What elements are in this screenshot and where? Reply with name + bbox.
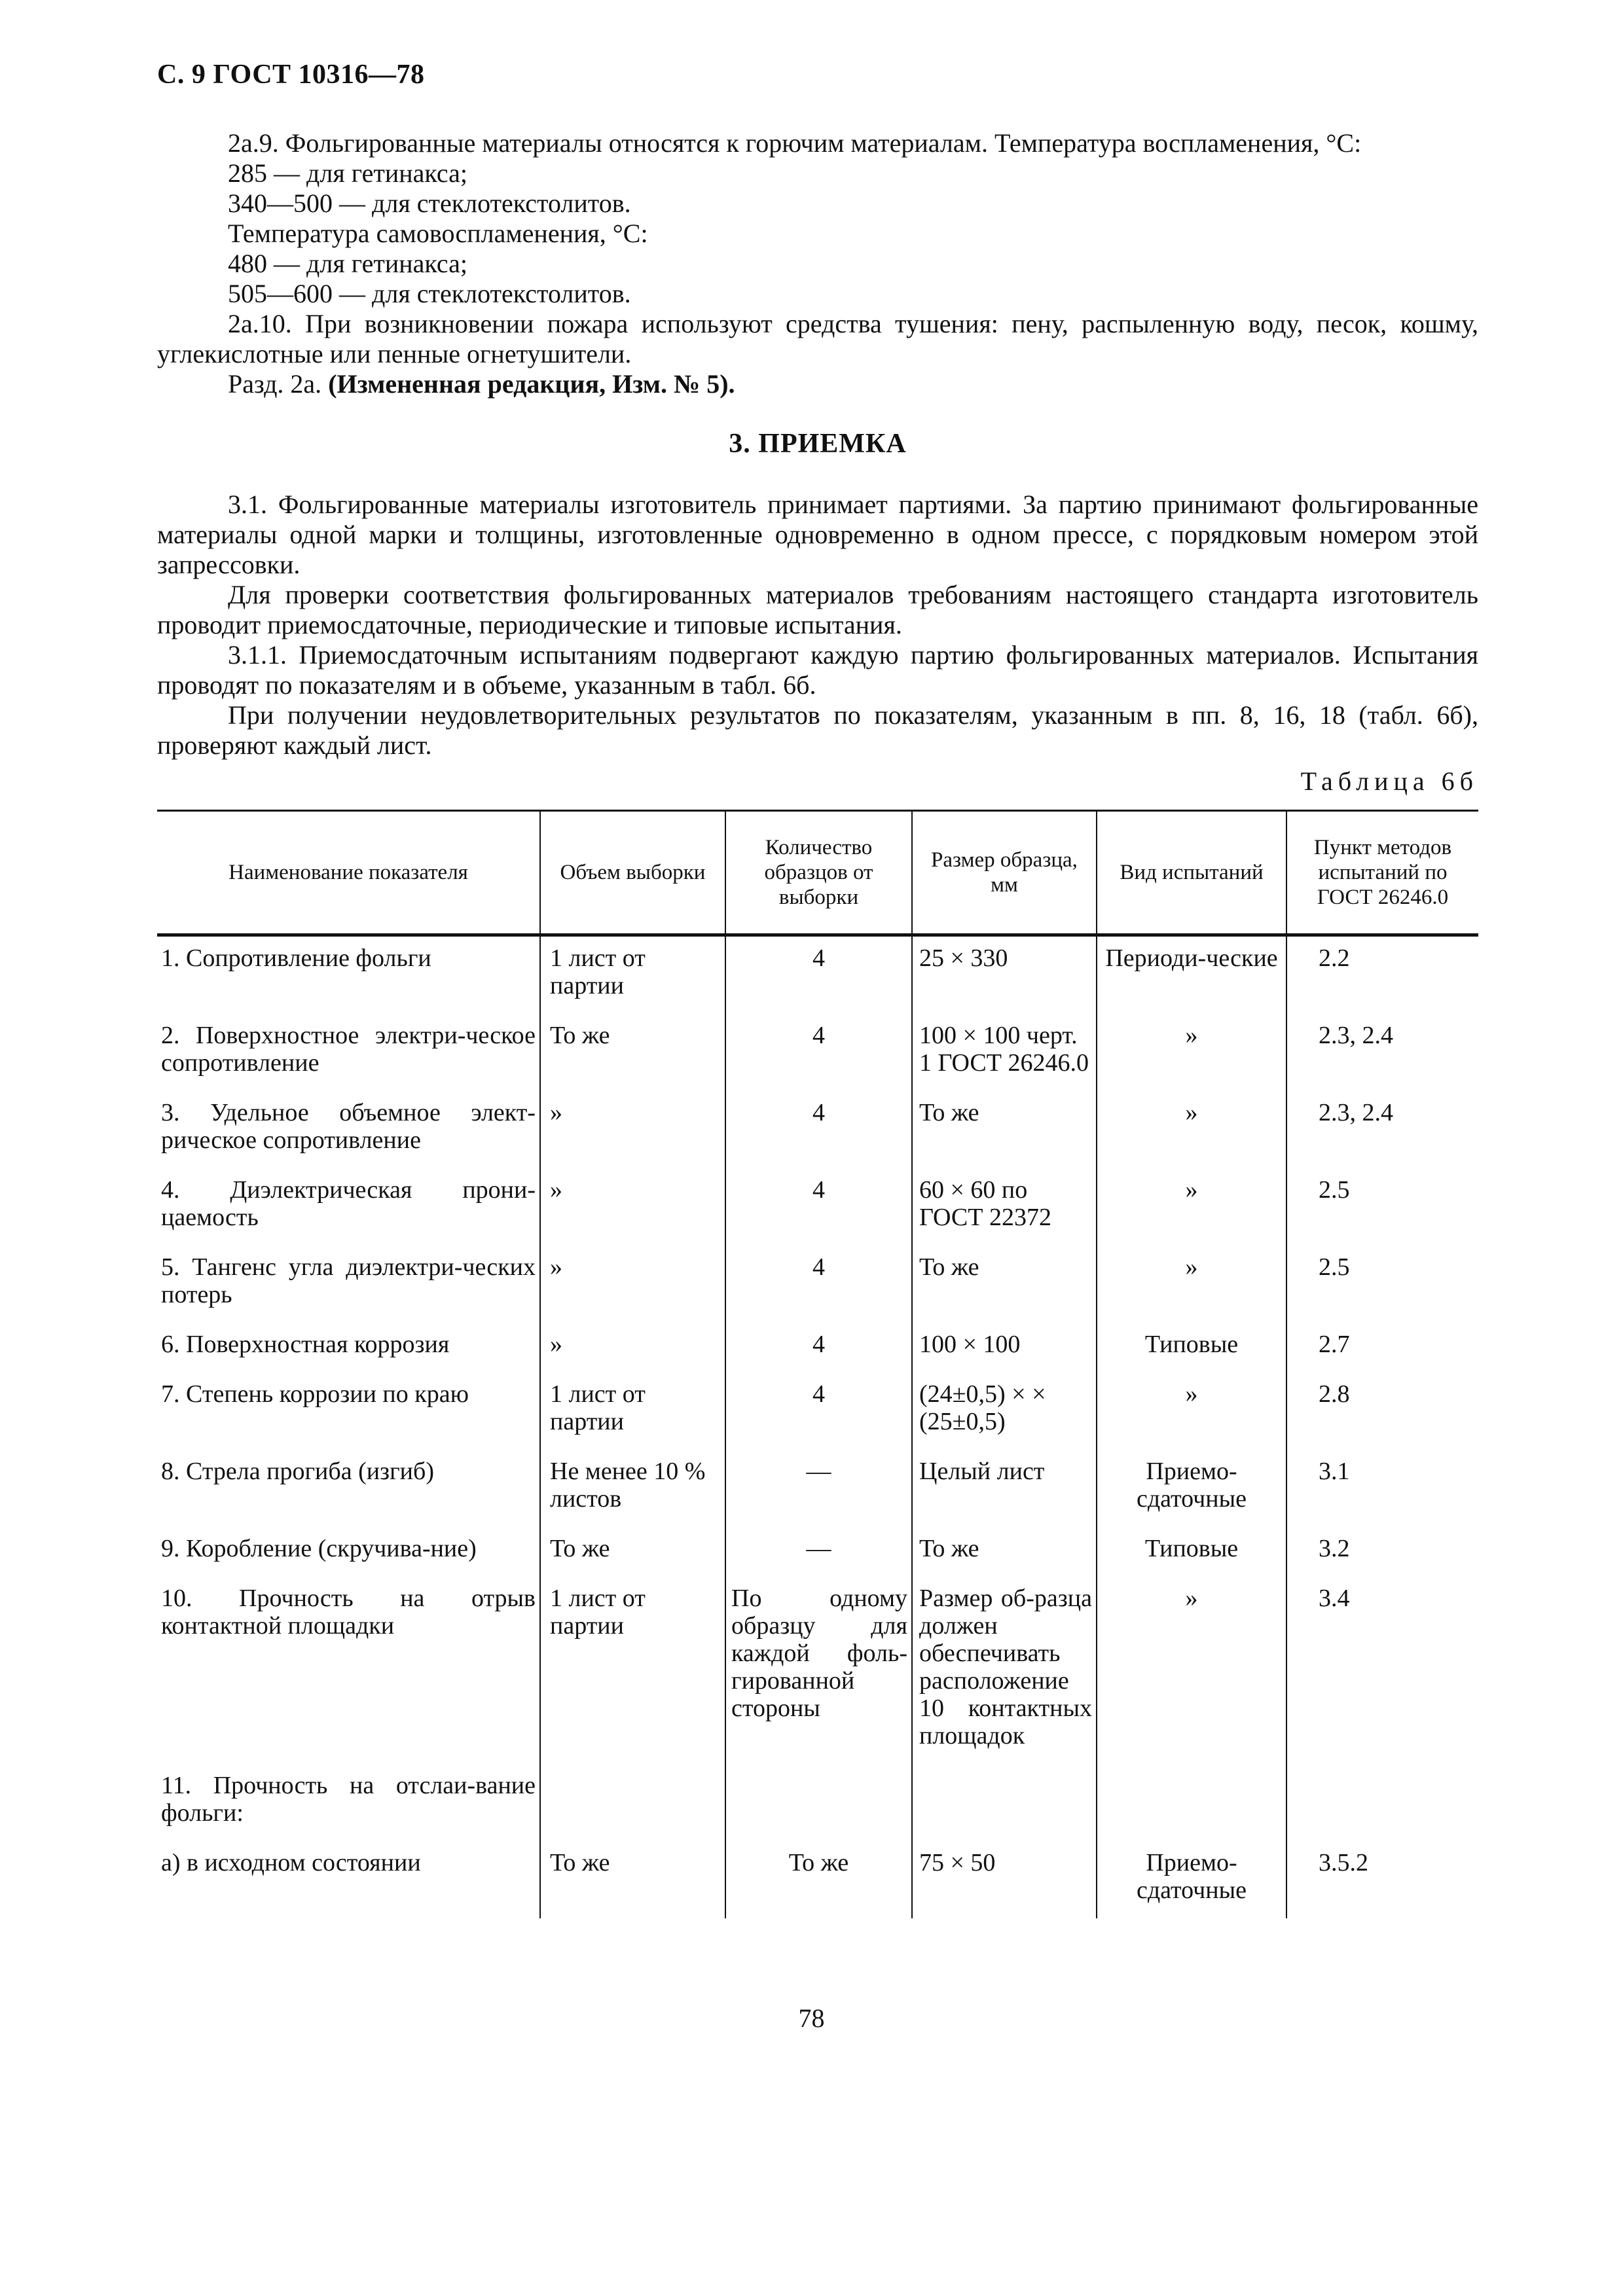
cell-method-point: 2.8 (1286, 1372, 1478, 1450)
running-header: С. 9 ГОСТ 10316—78 (157, 60, 425, 90)
table-row (157, 1764, 1478, 1841)
paragraph-3-1-1-b: При получении неудовлетворительных результатов по показателям, указанным в пп. 8, 16, 18 (табл. 6б), проверяют каждый лист. (157, 700, 1478, 760)
cell-method-point: 2.3, 2.4 (1286, 1014, 1478, 1091)
header-cell: Размер образца, мм (912, 811, 1097, 935)
cell-test-type (1097, 1764, 1286, 1841)
cell-test-type: » (1097, 1014, 1286, 1091)
table-row (157, 1450, 1478, 1527)
table-header-row (157, 811, 1478, 935)
cell-name: 10. Прочность на отрыв контактной площадки (157, 1577, 540, 1764)
header-cell: Количество образцов от выборки (725, 811, 912, 935)
cell-volume (540, 1764, 725, 1841)
cell-size: 75 × 50 (912, 1841, 1097, 1918)
cell-method-point: 2.5 (1286, 1168, 1478, 1246)
cell-name: 9. Коробление (скручива-ние) (157, 1527, 540, 1577)
cell-quantity: То же (725, 1841, 912, 1918)
paragraph-3-1-b: Для проверки соответствия фольгированных материалов требованиям настоящего стандарта изготовитель проводит приемосдаточные, периодические и типовые испытания. (157, 580, 1478, 639)
cell-quantity: 4 (725, 1168, 912, 1246)
list-line: 505—600 — для стеклотекстолитов. (228, 279, 631, 308)
cell-quantity: 4 (725, 1246, 912, 1323)
cell-method-point (1286, 1764, 1478, 1841)
table-caption: Таблица 6б (1300, 766, 1478, 796)
cell-volume: 1 лист от партии (540, 935, 725, 1014)
cell-name: 8. Стрела прогиба (изгиб) (157, 1450, 540, 1527)
cell-name: 5. Тангенс угла диэлектри-ческих потерь (157, 1246, 540, 1323)
cell-method-point: 2.5 (1286, 1246, 1478, 1323)
cell-test-type: » (1097, 1168, 1286, 1246)
paragraph-3-1-1: 3.1.1. Приемосдаточным испытаниям подвергают каждую партию фольгированных материалов. Испытания проводят по показателям и в объеме, указанным в табл. 6б. (157, 640, 1478, 700)
cell-volume: 1 лист от партии (540, 1577, 725, 1764)
cell-volume: Не менее 10 % листов (540, 1450, 725, 1527)
table-row (157, 1841, 1478, 1918)
cell-size: (24±0,5) × × (25±0,5) (912, 1372, 1097, 1450)
header-cell: Вид испытаний (1097, 811, 1286, 935)
cell-quantity: 4 (725, 1014, 912, 1091)
cell-name: 2. Поверхностное электри-ческое сопротивление (157, 1014, 540, 1091)
amendment-prefix: Разд. 2а. (228, 369, 329, 399)
cell-test-type: » (1097, 1246, 1286, 1323)
paragraph-2a10: 2а.10. При возникновении пожара используют средства тушения: пену, распыленную воду, песок, кошму, углекислотные или пенные огнетушители. (157, 309, 1478, 368)
cell-quantity: 4 (725, 1091, 912, 1168)
cell-method-point: 2.7 (1286, 1323, 1478, 1372)
list-line: 285 — для гетинакса; (228, 158, 467, 188)
cell-quantity: 4 (725, 1323, 912, 1372)
cell-size: То же (912, 1527, 1097, 1577)
table-row (157, 1372, 1478, 1450)
amendment-bold: (Измененная редакция, Изм. № 5). (328, 369, 735, 399)
cell-volume: » (540, 1168, 725, 1246)
amendment-note (157, 369, 1478, 399)
cell-name: 3. Удельное объемное элект-рическое сопротивление (157, 1091, 540, 1168)
cell-volume: » (540, 1323, 725, 1372)
cell-name: 7. Степень коррозии по краю (157, 1372, 540, 1450)
cell-test-type: Приемо-сдаточные (1097, 1841, 1286, 1918)
cell-name: 6. Поверхностная коррозия (157, 1323, 540, 1372)
list-line: 340—500 — для стеклотекстолитов. (228, 188, 631, 218)
cell-quantity: По одному образцу для каждой фоль-гированной стороны (725, 1577, 912, 1764)
cell-method-point: 3.1 (1286, 1450, 1478, 1527)
cell-size: То же (912, 1091, 1097, 1168)
cell-size: Размер об-разца должен обеспечивать расположение 10 контактных площадок (912, 1577, 1097, 1764)
cell-volume: » (540, 1091, 725, 1168)
table-6b (157, 810, 1478, 1918)
cell-method-point: 2.3, 2.4 (1286, 1091, 1478, 1168)
cell-test-type: Периоди-ческие (1097, 935, 1286, 1014)
cell-test-type: » (1097, 1091, 1286, 1168)
paragraph-3-1: 3.1. Фольгированные материалы изготовитель принимает партиями. За партию принимают фольгированные материалы одной марки и толщины, изготовленные одновременно в одном прессе, с порядковым номером этой запрессовки. (157, 490, 1478, 579)
cell-test-type: Типовые (1097, 1323, 1286, 1372)
page-number: 78 (798, 2003, 825, 2033)
cell-test-type: » (1097, 1372, 1286, 1450)
cell-volume: » (540, 1246, 725, 1323)
list-line: Температура самовоспламенения, °С: (228, 219, 648, 248)
cell-volume: 1 лист от партии (540, 1372, 725, 1450)
cell-quantity: 4 (725, 935, 912, 1014)
cell-quantity: — (725, 1527, 912, 1577)
cell-name: 1. Сопротивление фольги (157, 935, 540, 1014)
header-cell: Наименование показателя (157, 811, 540, 935)
table-row (157, 1091, 1478, 1168)
cell-name: 4. Диэлектрическая прони-цаемость (157, 1168, 540, 1246)
header-cell: Пункт методов испытаний по ГОСТ 26246.0 (1286, 811, 1478, 935)
table-row (157, 1527, 1478, 1577)
section-title: 3. ПРИЕМКА (729, 429, 907, 459)
cell-method-point: 3.2 (1286, 1527, 1478, 1577)
cell-volume: То же (540, 1014, 725, 1091)
cell-method-point: 2.2 (1286, 935, 1478, 1014)
cell-size: Целый лист (912, 1450, 1097, 1527)
list-line: 480 — для гетинакса; (228, 249, 467, 278)
cell-size: 100 × 100 черт. 1 ГОСТ 26246.0 (912, 1014, 1097, 1091)
table-row (157, 1577, 1478, 1764)
cell-quantity (725, 1764, 912, 1841)
document-page (157, 59, 1478, 1918)
cell-size: 100 × 100 (912, 1323, 1097, 1372)
cell-volume: То же (540, 1841, 725, 1918)
table-row (157, 1246, 1478, 1323)
cell-method-point: 3.4 (1286, 1577, 1478, 1764)
cell-test-type: Типовые (1097, 1527, 1286, 1577)
table-row (157, 1168, 1478, 1246)
cell-volume: То же (540, 1527, 725, 1577)
header-cell: Объем выборки (540, 811, 725, 935)
cell-quantity: — (725, 1450, 912, 1527)
cell-size: 25 × 330 (912, 935, 1097, 1014)
cell-name: а) в исходном состоянии (157, 1841, 540, 1918)
cell-name: 11. Прочность на отслаи-вание фольги: (157, 1764, 540, 1841)
cell-size: То же (912, 1246, 1097, 1323)
cell-size (912, 1764, 1097, 1841)
cell-size: 60 × 60 по ГОСТ 22372 (912, 1168, 1097, 1246)
table-row (157, 1014, 1478, 1091)
table-row (157, 935, 1478, 1014)
cell-test-type: Приемо-сдаточные (1097, 1450, 1286, 1527)
cell-method-point: 3.5.2 (1286, 1841, 1478, 1918)
cell-quantity: 4 (725, 1372, 912, 1450)
cell-test-type: » (1097, 1577, 1286, 1764)
table-row (157, 1323, 1478, 1372)
paragraph-2a9: 2а.9. Фольгированные материалы относятся к горючим материалам. Температура воспламенения, °С: (228, 128, 1362, 158)
